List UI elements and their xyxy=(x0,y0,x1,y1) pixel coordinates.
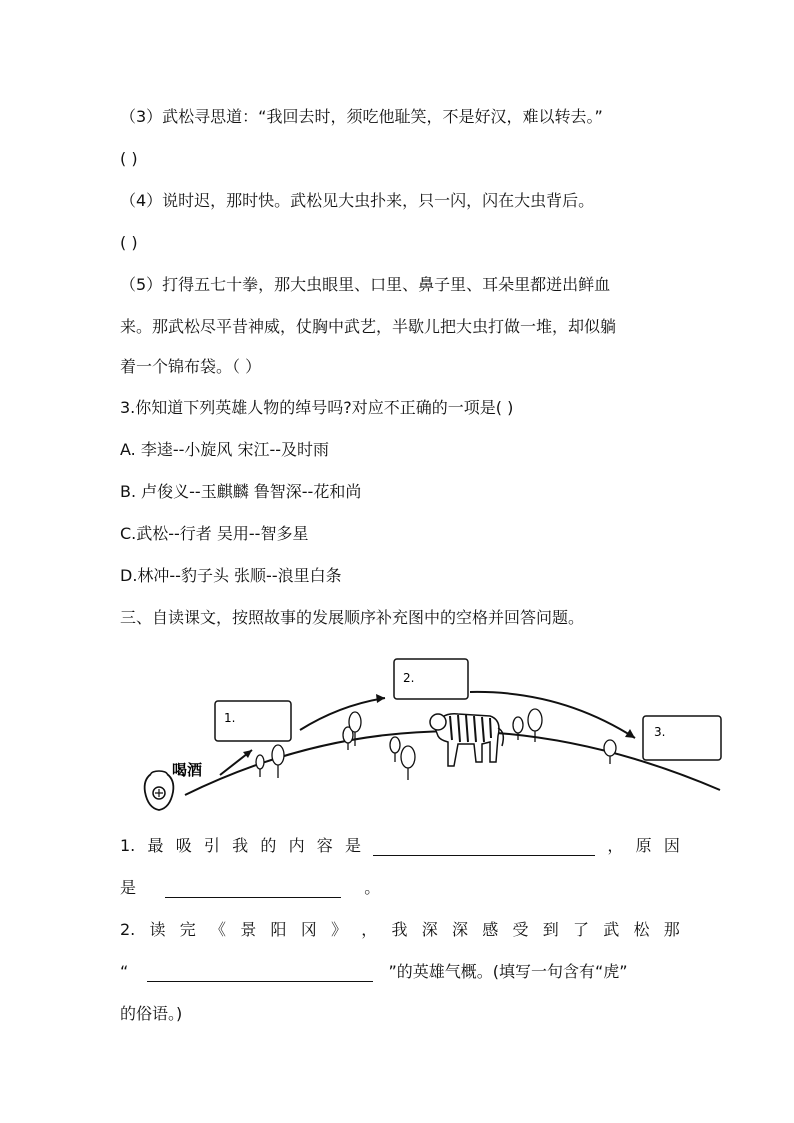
q2-char: 《 xyxy=(210,920,227,939)
q1-period: 。 xyxy=(364,878,381,897)
box-1-label: 1. xyxy=(224,711,236,725)
q2-char: 》 xyxy=(331,920,348,939)
q2-char: 那 xyxy=(663,920,680,939)
fill-question-1-line-2 xyxy=(120,878,380,898)
box-2-label: 2. xyxy=(403,671,415,685)
fill-question-2-line-2 xyxy=(120,962,628,982)
q2-char: 2. xyxy=(120,920,136,939)
q2-char: 了 xyxy=(573,920,590,939)
q2-char: 到 xyxy=(542,920,559,939)
q1-char: 原 xyxy=(635,836,652,855)
arrow-head xyxy=(376,694,385,703)
item-3-text: （3）武松寻思道：“我回去时，须吃他耻笑，不是好汉，难以转去。” xyxy=(120,107,603,126)
item-4-text: （4）说时迟，那时快。武松见大虫扑来，只一闪，闪在大虫背后。 xyxy=(120,191,595,210)
story-sequence-diagram xyxy=(140,650,730,815)
q2-char: 阳 xyxy=(270,920,287,939)
q1-char: 1. xyxy=(120,836,136,855)
q1-char: 我 xyxy=(232,836,249,855)
box-3-label: 3. xyxy=(654,725,666,739)
q1-char: 容 xyxy=(316,836,333,855)
q2-char: 松 xyxy=(633,920,650,939)
q1-comma: ， xyxy=(607,836,624,855)
q1-char: 最 xyxy=(147,836,164,855)
nickname-question: 3.你知道下列英雄人物的绰号吗?对应不正确的一项是( ) xyxy=(120,398,514,417)
q2-answer-blank[interactable] xyxy=(147,963,373,982)
option-c[interactable]: C.武松--行者 吴用--智多星 xyxy=(120,524,309,543)
arrow-to-box2 xyxy=(300,698,385,730)
item-4-answer-paren[interactable]: ( ) xyxy=(120,233,138,252)
wine-jar-icon xyxy=(145,771,174,810)
section-3-heading: 三、自读课文，按照故事的发展顺序补充图中的空格并回答问题。 xyxy=(120,608,585,627)
q1-char: 的 xyxy=(260,836,277,855)
item-5-line-1: （5）打得五七十拳，那大虫眼里、口里、鼻子里、耳朵里都迸出鲜血 xyxy=(120,275,611,294)
option-a[interactable]: A. 李逵--小旋风 宋江--及时雨 xyxy=(120,440,330,459)
option-d[interactable]: D.林冲--豹子头 张顺--浪里白条 xyxy=(120,566,342,585)
q2-open-quote: “ xyxy=(120,962,129,981)
fill-question-2-line-1 xyxy=(120,920,680,940)
q1-char: 是 xyxy=(120,878,137,897)
option-b[interactable]: B. 卢俊义--玉麒麟 鲁智深--花和尚 xyxy=(120,482,362,501)
q2-char: 我 xyxy=(391,920,408,939)
q2-char: 读 xyxy=(149,920,166,939)
q1-char: 内 xyxy=(288,836,305,855)
q1-char: 引 xyxy=(203,836,220,855)
item-3-answer-paren[interactable]: ( ) xyxy=(120,149,138,168)
fill-question-1-line-1 xyxy=(120,836,680,856)
start-label: 喝酒 xyxy=(172,761,203,779)
q2-char: 冈 xyxy=(300,920,317,939)
q2-char: 完 xyxy=(179,920,196,939)
q2-char: 受 xyxy=(512,920,529,939)
q2-char: 深 xyxy=(452,920,469,939)
fill-question-2-line-3: 的俗语。) xyxy=(120,1004,183,1023)
q1-reason-blank[interactable] xyxy=(165,879,341,898)
q1-char: 吸 xyxy=(175,836,192,855)
q1-char: 因 xyxy=(663,836,680,855)
q2-char: 武 xyxy=(603,920,620,939)
q1-char: 是 xyxy=(345,836,362,855)
q2-char: 感 xyxy=(482,920,499,939)
q1-answer-blank[interactable] xyxy=(373,837,595,856)
tiger-icon xyxy=(430,714,503,766)
q2-char: ， xyxy=(361,920,378,939)
item-5-line-3[interactable]: 着一个锦布袋。（ ） xyxy=(120,357,262,376)
q2-line-2-text: ”的英雄气概。(填写一句含有“虎” xyxy=(388,962,628,981)
q2-char: 深 xyxy=(421,920,438,939)
q2-char: 景 xyxy=(240,920,257,939)
item-5-line-2: 来。那武松尽平昔神威，仗胸中武艺，半歇儿把大虫打做一堆，却似躺 xyxy=(120,317,617,336)
